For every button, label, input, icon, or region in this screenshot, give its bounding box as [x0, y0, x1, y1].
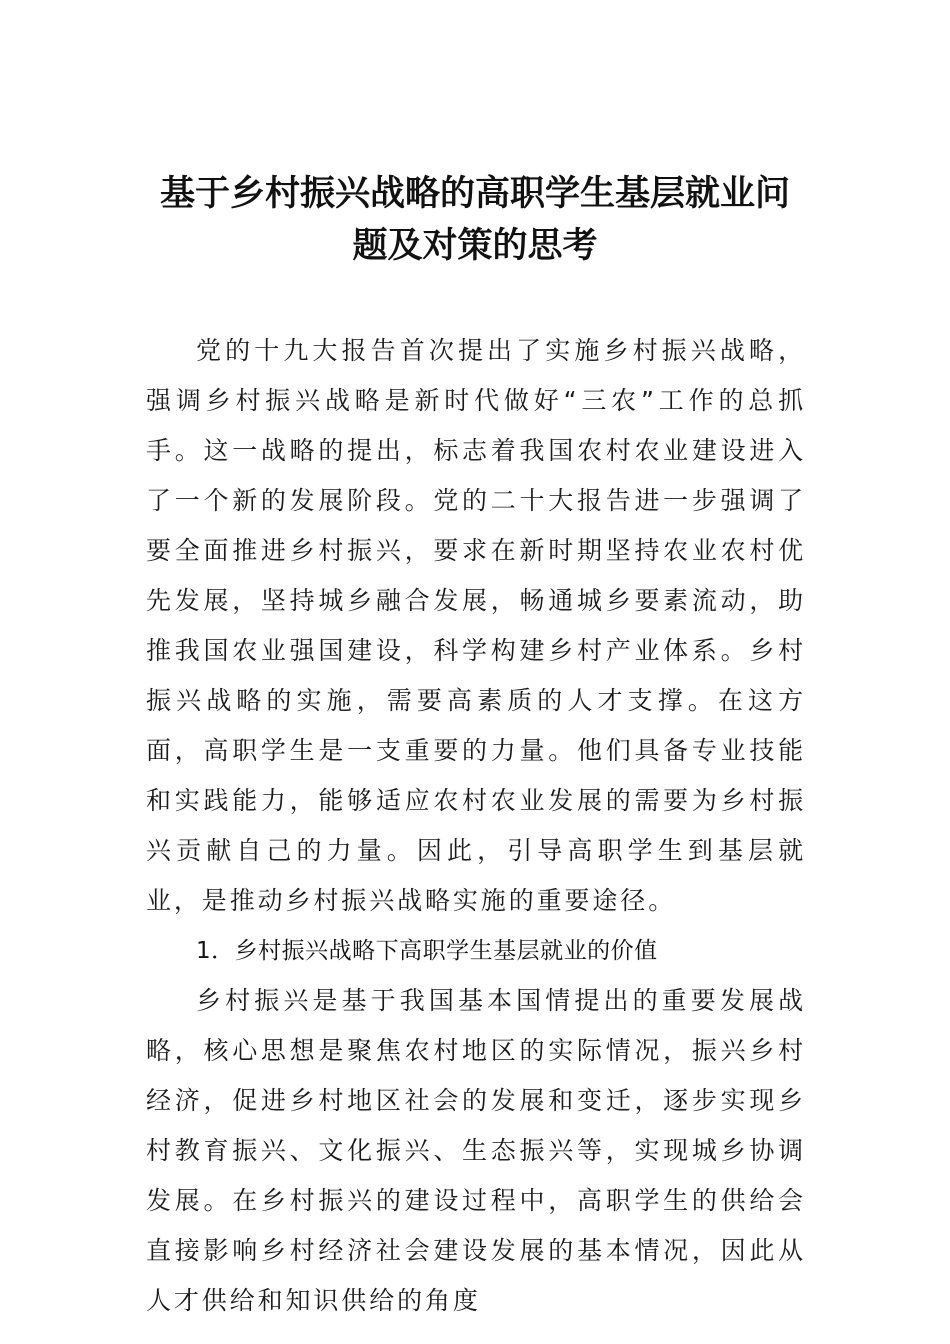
document-title: [140, 168, 810, 272]
title-line-2: 题及对策的思考: [352, 225, 598, 266]
section-paragraph: 乡村振兴是基于我国基本国情提出的重要发展战略，核心思想是聚焦农村地区的实际情况，振兴乡村经济，促进乡村地区社会的发展和变迁，逐步实现乡村教育振兴、文化振兴、生态振兴等，实现城乡协调发展。在乡村振兴的建设过程中，高职学生的供给会直接影响乡村经济社会建设发展的基本情况，因此从人才供给和知识供给的角度: [146, 986, 806, 1315]
title-line-1: 基于乡村振兴战略的高职学生基层就业问: [159, 173, 790, 214]
section-heading: 1．乡村振兴战略下高职学生基层就业的价值: [196, 938, 658, 964]
document-body: [146, 326, 806, 1326]
intro-paragraph: 党的十九大报告首次提出了实施乡村振兴战略，强调乡村振兴战略是新时代做好“三农”工作的总抓手。这一战略的提出，标志着我国农村农业建设进入了一个新的发展阶段。党的二十大报告进一步强调了要全面推进乡村振兴，要求在新时期坚持农业农村优先发展，坚持城乡融合发展，畅通城乡要素流动，助推我国农业强国建设，科学构建乡村产业体系。乡村振兴战略的实施，需要高素质的人才支撑。在这方面，高职学生是一支重要的力量。他们具备专业技能和实践能力，能够适应农村农业发展的需要为乡村振兴贡献自己的力量。因此，引导高职学生到基层就业，是推动乡村振兴战略实施的重要途径。: [146, 336, 806, 915]
